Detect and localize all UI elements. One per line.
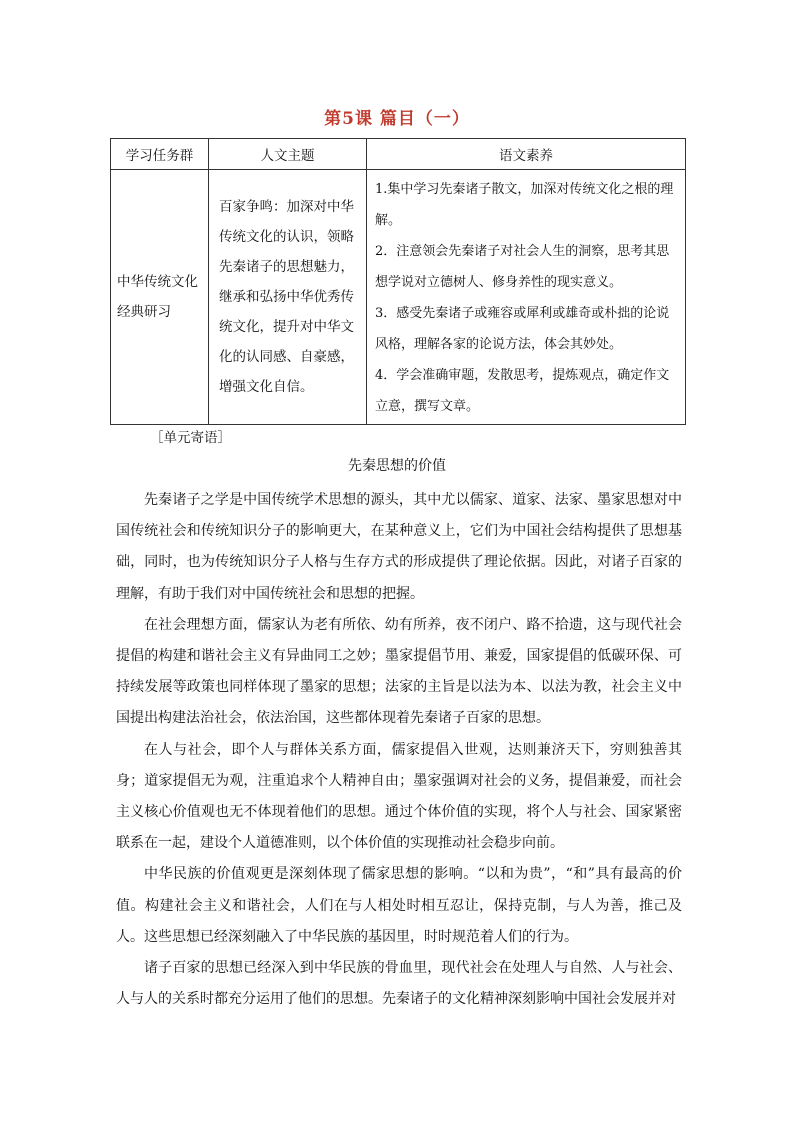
paragraph: 在社会理想方面，儒家认为老有所依、幼有所养，夜不闭户、路不拾遗，这与现代社会提倡的构建和谐社会主义有异曲同工之妙；墨家提倡节用、兼爱，国家提倡的低碳环保、可持续发展等政策也同样体现了墨家的思想；法家的主旨是以法为本、以法为教，社会主义中国提出构建法治社会，依法治国，这些都体现着先秦诸子百家的思想。 xyxy=(116,616,682,727)
essay-title: 先秦思想的价值 xyxy=(348,458,446,474)
paragraph: 中华民族的价值观更是深刻体现了儒家思想的影响。“以和为贵”，“和”具有最高的价值。构建社会主义和谐社会，人们在与人相处时相互忍让，保持克制，与人为善，推己及人。这些思想已经深刻融入了中华民族的基因里，时时规范着人们的行为。 xyxy=(116,866,682,945)
literacy-cell xyxy=(367,170,686,425)
theme-cell: 百家争鸣：加深对中华传统文化的认识，领略先秦诸子的思想魅力，继承和弘扬中华优秀传统文化，提升对中华文化的认同感、自豪感，增强文化自信。 xyxy=(209,170,367,425)
literacy-item: 4．学会准确审题，发散思考，提炼观点，确定作文立意，撰写文章。 xyxy=(375,368,670,414)
literacy-item: 2．注意领会先秦诸子对社会人生的洞察，思考其思想学说对立德树人、修身养性的现实意义。 xyxy=(375,244,670,290)
literacy-item: 3．感受先秦诸子或雍容或犀利或雄奇或朴拙的论说风格，理解各家的论说方法，体会其妙处。 xyxy=(375,306,670,352)
literacy-item: 1.集中学习先秦诸子散文，加深对传统文化之根的理解。 xyxy=(375,182,674,228)
paragraph: 在人与社会，即个人与群体关系方面，儒家提倡入世观，达则兼济天下，穷则独善其身；道家提倡无为观，注重追求个人精神自由；墨家强调对社会的义务，提倡兼爱，而社会主义核心价值观也无不体现着他们的思想。通过个体价值的实现，将个人与社会、国家紧密联系在一起，建设个人道德准则，以个体价值的实现推动社会稳步向前。 xyxy=(116,741,682,852)
header-literacy: 语文素养 xyxy=(367,139,686,170)
course-info-table xyxy=(110,138,686,425)
header-task-group: 学习任务群 xyxy=(111,139,209,170)
table-header-row xyxy=(111,139,686,170)
paragraph: 先秦诸子之学是中国传统学术思想的源头，其中尤以儒家、道家、法家、墨家思想对中国传统社会和传统知识分子的影响更大，在某种意义上，它们为中国社会结构提供了思想基础，同时，也为传统知识分子人格与生存方式的形成提供了理论依据。因此，对诸子百家的理解，有助于我们对中国传统社会和思想的把握。 xyxy=(116,492,682,602)
paragraph: 诸子百家的思想已经深入到中华民族的骨血里，现代社会在处理人与自然、人与社会、人与人的关系时都充分运用了他们的思想。先秦诸子的文化精神深刻影响中国社会发展并对 xyxy=(116,960,682,1008)
table-row xyxy=(111,170,686,425)
unit-message-label: ［单元寄语］ xyxy=(150,430,231,446)
essay-body xyxy=(116,485,682,1015)
task-group-cell: 中华传统文化经典研习 xyxy=(111,170,209,425)
lesson-title: 第5课 篇目（一） xyxy=(324,109,470,129)
header-theme: 人文主题 xyxy=(209,139,367,170)
